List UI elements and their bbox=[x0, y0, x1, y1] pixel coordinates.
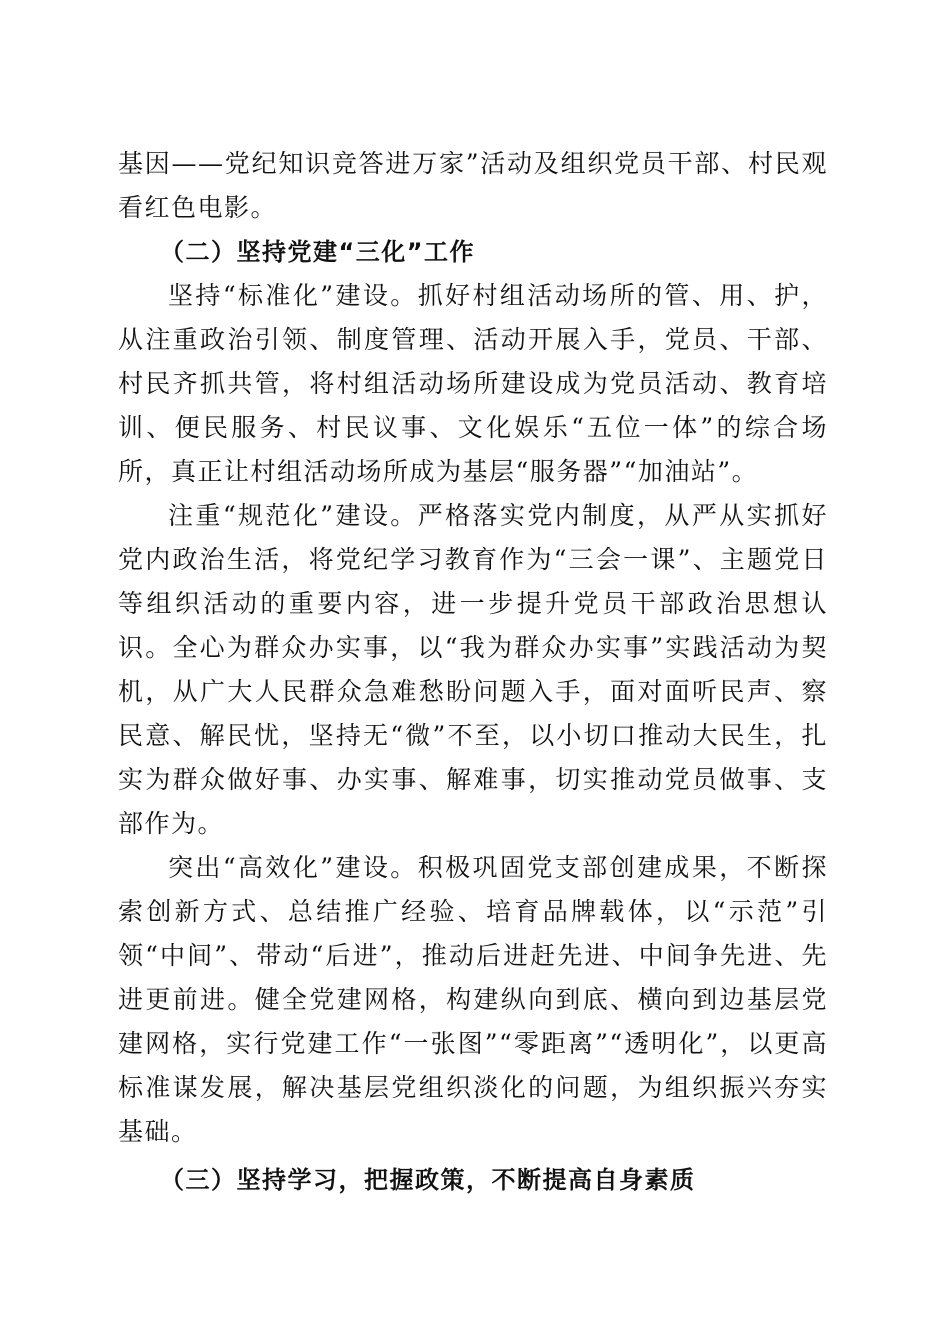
paragraph-standardization: 坚持“标准化”建设。抓好村组活动场所的管、用、护，从注重政治引领、制度管理、活动开展入手，党员、干部、村民齐抓共管，将村组活动场所建设成为党员活动、教育培训、便民服务、村民议事、文化娱乐“五位一体”的综合场所，真正让村组活动场所成为基层“服务器”“加油站”。 bbox=[118, 281, 828, 486]
paragraph-efficiency: 突出“高效化”建设。积极巩固党支部创建成果，不断探索创新方式、总结推广经验、培育品牌载体，以“示范”引领“中间”、带动“后进”，推动后进赶先进、中间争先进、先进更前进。健全党建网格，构建纵向到底、横向到边基层党建网格，实行党建工作“一张图”“零距离”“透明化”，以更高标准谋发展，解决基层党组织淡化的问题，为组织振兴夯实基础。 bbox=[118, 853, 828, 1146]
section-heading-three: （三）坚持学习，把握政策，不断提高自身素质 bbox=[160, 1166, 696, 1194]
paragraph-continuation: 基因——党纪知识竞答进万家”活动及组织党员干部、村民观看红色电影。 bbox=[118, 149, 828, 222]
paragraph-normalization: 注重“规范化”建设。严格落实党内制度，从严从实抓好党内政治生活，将党纪学习教育作为“三会一课”、主题党日等组织活动的重要内容，进一步提升党员干部政治思想认识。全心为群众办实事，以“我为群众办实事”实践活动为契机，从广大人民群众急难愁盼问题入手，面对面听民声、察民意、解民忧，坚持无“微”不至，以小切口推动大民生，扎实为群众做好事、办实事、解难事，切实推动党员做事、支部作为。 bbox=[118, 501, 828, 838]
document-page bbox=[118, 142, 828, 1202]
section-heading-two: （二）坚持党建“三化”工作 bbox=[160, 238, 476, 266]
